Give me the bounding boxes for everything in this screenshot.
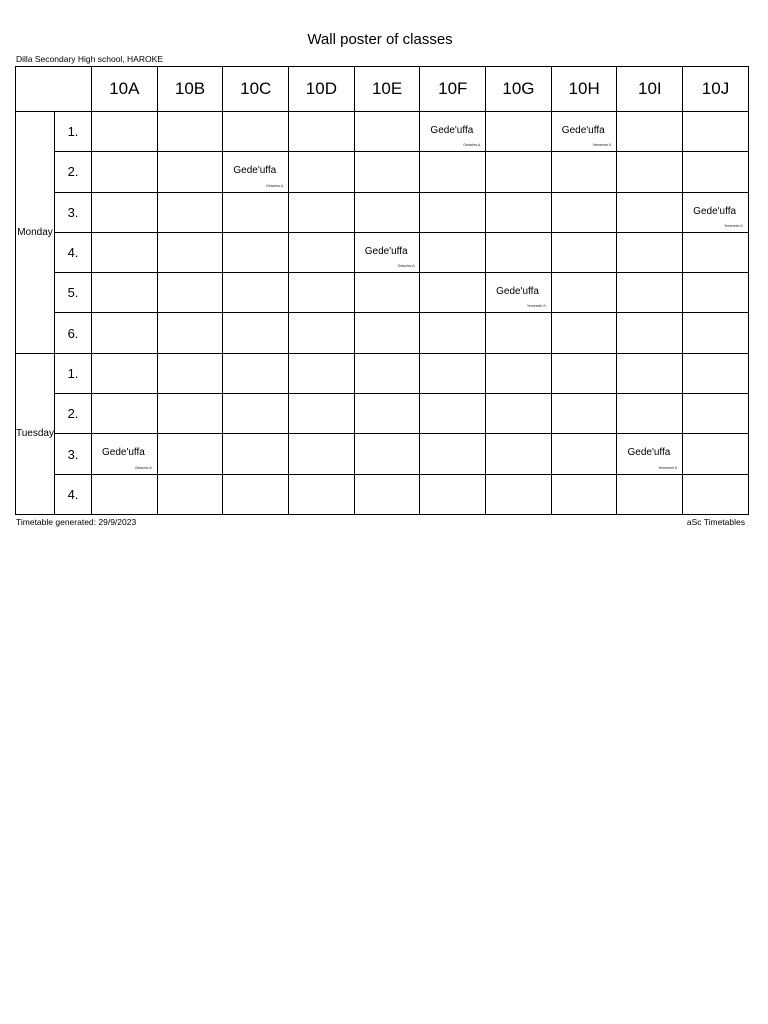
period-row <box>16 313 749 353</box>
period-row <box>16 232 749 272</box>
lesson-card <box>617 434 683 474</box>
timetable-slot <box>91 313 157 353</box>
timetable-slot <box>354 434 420 474</box>
timetable-slot <box>91 394 157 434</box>
timetable-slot <box>551 313 617 353</box>
timetable-slot <box>617 313 683 353</box>
timetable-slot <box>486 434 552 474</box>
period-row <box>16 434 749 474</box>
period-number: 5. <box>54 273 91 313</box>
period-number: 3. <box>54 192 91 232</box>
timetable-slot <box>223 353 289 393</box>
generated-date: Timetable generated: 29/9/2023 <box>16 517 137 527</box>
timetable-slot <box>683 112 749 152</box>
day-label-monday: Monday <box>16 112 55 354</box>
timetable-slot <box>223 112 289 152</box>
timetable-slot <box>223 192 289 232</box>
timetable-slot <box>617 394 683 434</box>
lesson-subject: Gede'uffa <box>693 205 737 217</box>
period-row <box>16 152 749 192</box>
timetable-slot <box>486 192 552 232</box>
timetable-slot <box>157 434 223 474</box>
timetable-slot <box>617 152 683 192</box>
timetable-slot <box>683 313 749 353</box>
timetable-slot <box>223 313 289 353</box>
timetable-slot <box>157 313 223 353</box>
timetable-slot <box>354 353 420 393</box>
timetable-slot <box>157 353 223 393</box>
timetable-slot <box>420 434 486 474</box>
timetable-slot <box>617 353 683 393</box>
timetable-slot <box>157 394 223 434</box>
timetable-slot <box>289 474 355 514</box>
class-header-10e: 10E <box>354 67 420 112</box>
timetable-slot <box>157 152 223 192</box>
timetable-slot <box>486 232 552 272</box>
timetable-slot <box>354 192 420 232</box>
lesson-subject: Gede'uffa <box>430 125 474 136</box>
period-row <box>16 273 749 313</box>
timetable-slot <box>289 273 355 313</box>
timetable-slot <box>486 112 552 152</box>
class-header-10j: 10J <box>683 67 749 112</box>
lesson-teacher: Yemeresh K. <box>592 143 613 148</box>
timetable-slot <box>157 232 223 272</box>
timetable-slot <box>486 474 552 514</box>
lesson-card <box>91 434 157 474</box>
timetable-slot <box>486 394 552 434</box>
timetable-slot <box>91 353 157 393</box>
period-row <box>16 474 749 514</box>
timetable-slot <box>617 273 683 313</box>
lesson-card <box>551 112 617 152</box>
timetable-slot <box>91 273 157 313</box>
timetable-slot <box>157 192 223 232</box>
timetable-slot <box>289 313 355 353</box>
lesson-subject: Gede'uffa <box>627 447 671 459</box>
lesson-teacher: Getachw A. <box>463 143 482 148</box>
timetable-slot <box>617 112 683 152</box>
lesson-card <box>683 192 749 232</box>
lesson-subject: Gede'uffa <box>233 165 277 177</box>
lesson-subject: Gede'uffa <box>496 286 539 298</box>
period-number: 3. <box>54 434 91 474</box>
period-number: 1. <box>54 353 91 393</box>
timetable-slot <box>289 112 355 152</box>
lesson-card <box>223 152 289 192</box>
timetable-slot <box>289 152 355 192</box>
timetable-slot <box>420 313 486 353</box>
timetable-body <box>16 112 749 515</box>
lesson-subject: Gede'uffa <box>561 125 605 136</box>
class-header-10f: 10F <box>420 67 486 112</box>
lesson-teacher: Getachw A. <box>397 264 416 269</box>
page-title: Wall poster of classes <box>307 31 453 48</box>
timetable-slot <box>420 273 486 313</box>
timetable-slot <box>354 474 420 514</box>
timetable-slot <box>683 152 749 192</box>
class-header-10h: 10H <box>551 67 617 112</box>
timetable-slot <box>683 394 749 434</box>
lesson-card <box>486 273 552 313</box>
timetable-slot <box>551 474 617 514</box>
timetable-slot <box>420 353 486 393</box>
timetable-slot <box>551 192 617 232</box>
timetable-slot <box>157 273 223 313</box>
period-number: 4. <box>54 232 91 272</box>
lesson-teacher: Getachw A. <box>266 183 285 188</box>
timetable-slot <box>683 273 749 313</box>
timetable-slot <box>91 474 157 514</box>
timetable-slot <box>551 394 617 434</box>
class-header-10a: 10A <box>91 67 157 112</box>
timetable-slot <box>683 474 749 514</box>
corner-cell <box>16 67 92 112</box>
timetable-slot <box>289 192 355 232</box>
timetable-slot <box>223 434 289 474</box>
class-header-10b: 10B <box>157 67 223 112</box>
timetable-slot <box>91 232 157 272</box>
timetable-slot <box>354 394 420 434</box>
timetable-slot <box>683 232 749 272</box>
period-number: 4. <box>54 474 91 514</box>
timetable-slot <box>289 394 355 434</box>
class-header-10d: 10D <box>289 67 355 112</box>
timetable-slot <box>223 394 289 434</box>
period-number: 2. <box>54 152 91 192</box>
timetable-slot <box>551 273 617 313</box>
period-number: 1. <box>54 112 91 152</box>
timetable-slot <box>486 152 552 192</box>
timetable-slot <box>551 152 617 192</box>
period-number: 2. <box>54 394 91 434</box>
timetable-slot <box>91 152 157 192</box>
class-header-row <box>16 67 749 112</box>
lesson-teacher: Yemeresh K. <box>526 304 547 309</box>
timetable-slot <box>91 112 157 152</box>
timetable-slot <box>223 232 289 272</box>
timetable-slot <box>617 474 683 514</box>
lesson-card <box>420 112 486 152</box>
timetable-slot <box>354 313 420 353</box>
lesson-subject: Gede'uffa <box>364 245 408 257</box>
timetable-slot <box>486 313 552 353</box>
timetable-slot <box>420 394 486 434</box>
timetable-slot <box>683 434 749 474</box>
timetable-slot <box>420 232 486 272</box>
lesson-card <box>354 232 420 272</box>
timetable-slot <box>223 273 289 313</box>
timetable-slot <box>354 152 420 192</box>
lesson-subject: Gede'uffa <box>101 447 145 459</box>
timetable-slot <box>551 232 617 272</box>
timetable-grid <box>15 66 749 515</box>
timetable-slot <box>354 273 420 313</box>
period-row <box>16 353 749 393</box>
timetable-slot <box>223 474 289 514</box>
timetable-slot <box>486 353 552 393</box>
period-row <box>16 394 749 434</box>
timetable-slot <box>157 474 223 514</box>
lesson-teacher: Getachw A. <box>134 465 153 470</box>
lesson-teacher: Yemeresh K. <box>723 223 744 228</box>
timetable-slot <box>91 192 157 232</box>
day-label-tuesday: Tuesday <box>16 353 55 514</box>
period-row <box>16 192 749 232</box>
lesson-teacher: Yemeresh K. <box>658 465 679 470</box>
timetable-slot <box>420 192 486 232</box>
school-name: Dilla Secondary High school, HAROKE <box>16 54 163 64</box>
timetable-slot <box>420 474 486 514</box>
brand-label: aSc Timetables <box>686 517 745 527</box>
timetable-slot <box>617 192 683 232</box>
timetable-slot <box>289 353 355 393</box>
class-header-10c: 10C <box>223 67 289 112</box>
class-header-10i: 10I <box>617 67 683 112</box>
timetable-slot <box>289 434 355 474</box>
class-header-10g: 10G <box>486 67 552 112</box>
timetable-slot <box>551 434 617 474</box>
timetable-slot <box>289 232 355 272</box>
period-number: 6. <box>54 313 91 353</box>
timetable-slot <box>683 353 749 393</box>
timetable-slot <box>157 112 223 152</box>
period-row <box>16 112 749 152</box>
timetable-slot <box>551 353 617 393</box>
timetable-slot <box>420 152 486 192</box>
timetable-slot <box>354 112 420 152</box>
timetable-slot <box>617 232 683 272</box>
